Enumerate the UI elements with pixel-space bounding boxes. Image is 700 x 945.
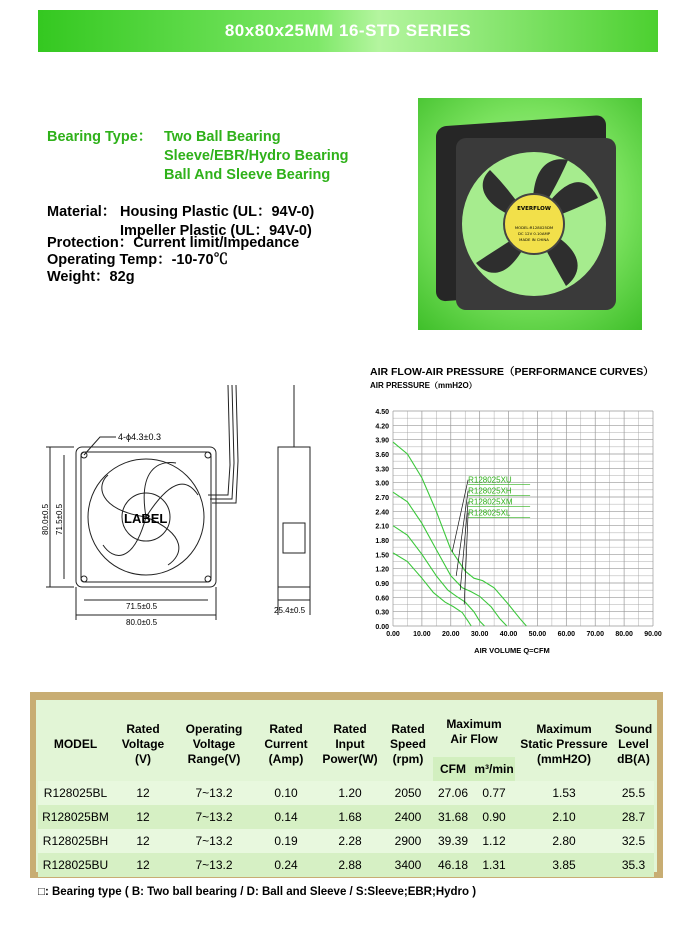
col-current-line: Rated: [269, 721, 303, 736]
table-cell: 1.53: [552, 786, 576, 800]
width-inner: 71.5±0.5: [126, 602, 158, 611]
col-current: [255, 707, 317, 781]
chart-title: AIR FLOW-AIR PRESSURE（PERFORMANCE CURVES）: [370, 366, 654, 378]
col-op-voltage-line: Range(V): [187, 751, 241, 766]
x-tick-label: 80.00: [615, 631, 633, 638]
legend-entry: R128025XU: [468, 475, 512, 485]
table-cell: 27.06: [437, 786, 469, 800]
table-cell: R128025BH: [42, 834, 109, 848]
col-op-voltage-line: Voltage: [192, 736, 236, 751]
table-cell: 2.88: [338, 858, 362, 872]
col-power-line: Input: [335, 736, 365, 751]
table-cell: 7~13.2: [195, 810, 233, 824]
x-tick-label: 20.00: [442, 631, 460, 638]
y-tick-label: 2.10: [375, 523, 389, 531]
chart-xlabel: AIR VOLUME Q=CFM: [474, 646, 550, 655]
table-row: [38, 805, 654, 829]
bearing-value: Sleeve/EBR/Hydro Bearing: [164, 148, 349, 164]
col-speed-line: Rated: [391, 721, 425, 736]
bearing-type-label: Bearing Type：: [47, 129, 153, 145]
material-label: Material：: [47, 204, 117, 220]
page-title: 80x80x25MM 16-STD SERIES: [224, 21, 472, 40]
title-banner: [38, 10, 658, 52]
table-cell: 12: [136, 834, 150, 848]
y-tick-label: 0.00: [375, 624, 389, 631]
y-tick-label: 0.30: [375, 609, 389, 617]
fan-image: [418, 98, 642, 330]
y-tick-label: 0.60: [375, 595, 389, 603]
table-cell: 39.39: [437, 834, 469, 848]
x-tick-label: 30.00: [470, 631, 489, 638]
x-tick-label: 50.00: [528, 631, 547, 638]
table-cell: 31.68: [437, 810, 469, 824]
table-cell: 0.77: [482, 786, 506, 800]
fan-photo: [418, 98, 642, 330]
x-tick-label: 90.00: [644, 631, 662, 638]
table-cell: 12: [136, 810, 150, 824]
y-tick-label: 2.40: [375, 509, 389, 517]
y-tick-label: 1.80: [375, 538, 389, 545]
table-cell: 7~13.2: [195, 786, 233, 800]
col-current-line: Current: [264, 736, 308, 751]
col-noise-line: Sound: [614, 721, 653, 736]
col-power-line: Power(W): [322, 751, 378, 766]
height-inner: 71.5±0.5: [55, 503, 64, 535]
x-tick-label: 0.00: [386, 631, 400, 638]
col-airflow-line: Air Flow: [450, 732, 498, 746]
table-cell: 25.5: [621, 786, 646, 800]
table-cell: 2400: [394, 810, 422, 824]
operating-temp: Operating Temp：-10-70℃: [47, 252, 229, 268]
y-tick-label: 1.20: [375, 566, 389, 574]
photo-rating: DC 12V 0.10AMP: [517, 231, 551, 236]
y-tick-label: 1.50: [375, 552, 389, 560]
holes-dimension: 4-ϕ4.3±0.3: [118, 432, 162, 442]
col-noise: [613, 707, 654, 781]
col-op-voltage: [173, 707, 255, 781]
x-tick-label: 70.00: [586, 631, 604, 638]
table-cell: R128025BU: [42, 858, 109, 872]
table-cell: 2.28: [338, 834, 362, 848]
col-voltage-line: Rated: [126, 721, 160, 736]
series-line-R128025XL: [393, 553, 471, 626]
table-cell: 2.80: [552, 834, 576, 848]
legend-entry: R128025XH: [468, 486, 512, 496]
weight: Weight：82g: [47, 269, 135, 285]
table-cell: 0.14: [274, 810, 298, 824]
table-cell: 0.24: [274, 858, 298, 872]
table-cell: 7~13.2: [195, 834, 233, 848]
table-cell: 3400: [394, 858, 422, 872]
table-cell: 2.10: [552, 810, 576, 824]
col-cfm: CFM: [433, 757, 473, 781]
table-cell: 0.19: [274, 834, 298, 848]
table-cell: 35.3: [621, 858, 646, 872]
legend-entry: R128025XL: [468, 508, 511, 518]
table-cell: 2900: [394, 834, 422, 848]
y-tick-label: 0.90: [375, 581, 389, 588]
table-cell: 46.18: [437, 858, 469, 872]
table-cell: 3.85: [552, 858, 576, 872]
chart-ylabel: AIR PRESSURE（mmH2O）: [370, 381, 477, 390]
table-cell: 2050: [394, 786, 422, 800]
legend-entry: R128025XM: [468, 497, 513, 507]
photo-model: MODEL:R128025DM: [514, 225, 554, 230]
col-airflow-line: Maximum: [446, 717, 502, 731]
y-tick-label: 4.50: [375, 409, 389, 416]
col-airflow: [433, 707, 515, 757]
bearing-value: Two Ball Bearing: [164, 129, 281, 145]
y-tick-label: 3.60: [375, 452, 389, 459]
table-row: [38, 853, 654, 877]
table-cell: 0.90: [482, 810, 506, 824]
col-pressure: [515, 707, 613, 781]
col-voltage: [113, 707, 173, 781]
table-row: [38, 781, 654, 805]
col-speed-line: Speed: [389, 736, 426, 751]
material-value: Housing Plastic (UL：94V-0): [120, 204, 315, 220]
table-cell: 7~13.2: [195, 858, 233, 872]
photo-origin: MADE IN CHINA: [519, 237, 549, 242]
y-tick-label: 3.30: [375, 466, 389, 474]
col-speed-line: (rpm): [392, 751, 424, 766]
table-cell: 12: [136, 858, 150, 872]
col-op-voltage-line: Operating: [185, 721, 243, 736]
col-pressure-line: (mmH2O): [536, 751, 591, 766]
table-cell: 12: [136, 786, 150, 800]
height-outer: 80.0±0.5: [41, 503, 50, 535]
table-cell: 0.10: [274, 786, 298, 800]
table-cell: 1.20: [338, 786, 362, 800]
col-speed: [383, 707, 433, 781]
table-cell: 1.31: [482, 858, 506, 872]
table-cell: 28.7: [621, 810, 646, 824]
col-noise-line: Level: [618, 736, 649, 751]
col-model: MODEL: [53, 736, 98, 751]
table-cell: 32.5: [621, 834, 646, 848]
leader-line: [456, 491, 468, 576]
y-tick-label: 4.20: [375, 423, 389, 431]
technical-drawing: [38, 375, 338, 630]
bearing-value: Ball And Sleeve Bearing: [164, 167, 331, 183]
x-tick-label: 60.00: [557, 631, 576, 638]
footnote: □: Bearing type ( B: Two ball bearing / D: Ball and Sleeve / S:Sleeve;EBR;Hydro ): [38, 886, 477, 898]
x-tick-label: 40.00: [499, 631, 518, 638]
depth: 25.4±0.5: [274, 606, 306, 615]
col-pressure-line: Static Pressure: [520, 736, 608, 751]
photo-brand: EVERFLOW: [517, 206, 551, 212]
col-voltage-line: (V): [135, 751, 151, 766]
col-pressure-line: Maximum: [536, 721, 592, 736]
y-tick-label: 2.70: [375, 495, 389, 502]
table-cell: R128025BL: [43, 786, 108, 800]
col-noise-line: dB(A): [617, 751, 650, 766]
col-power: [317, 707, 383, 781]
col-m3: m³/min: [473, 757, 515, 781]
protection: Protection：Current limit/Impedance: [47, 235, 300, 251]
table-cell: R128025BM: [42, 810, 109, 824]
performance-chart: [355, 395, 665, 660]
table-cell: 1.12: [482, 834, 506, 848]
material-value: Impeller Plastic (UL：94V-0): [120, 223, 312, 239]
col-voltage-line: Voltage: [121, 736, 165, 751]
spec-table: [38, 707, 654, 877]
width-outer: 80.0±0.5: [126, 618, 158, 627]
y-tick-label: 3.00: [375, 480, 389, 488]
drawing-label: LABEL: [124, 511, 168, 526]
table-row: [38, 829, 654, 853]
y-tick-label: 3.90: [375, 437, 389, 445]
bearing-type-values: [164, 128, 349, 185]
x-tick-label: 10.00: [413, 631, 431, 638]
col-current-line: (Amp): [268, 751, 304, 766]
table-cell: 1.68: [338, 810, 362, 824]
leader-line: [452, 480, 468, 552]
col-power-line: Rated: [333, 721, 367, 736]
